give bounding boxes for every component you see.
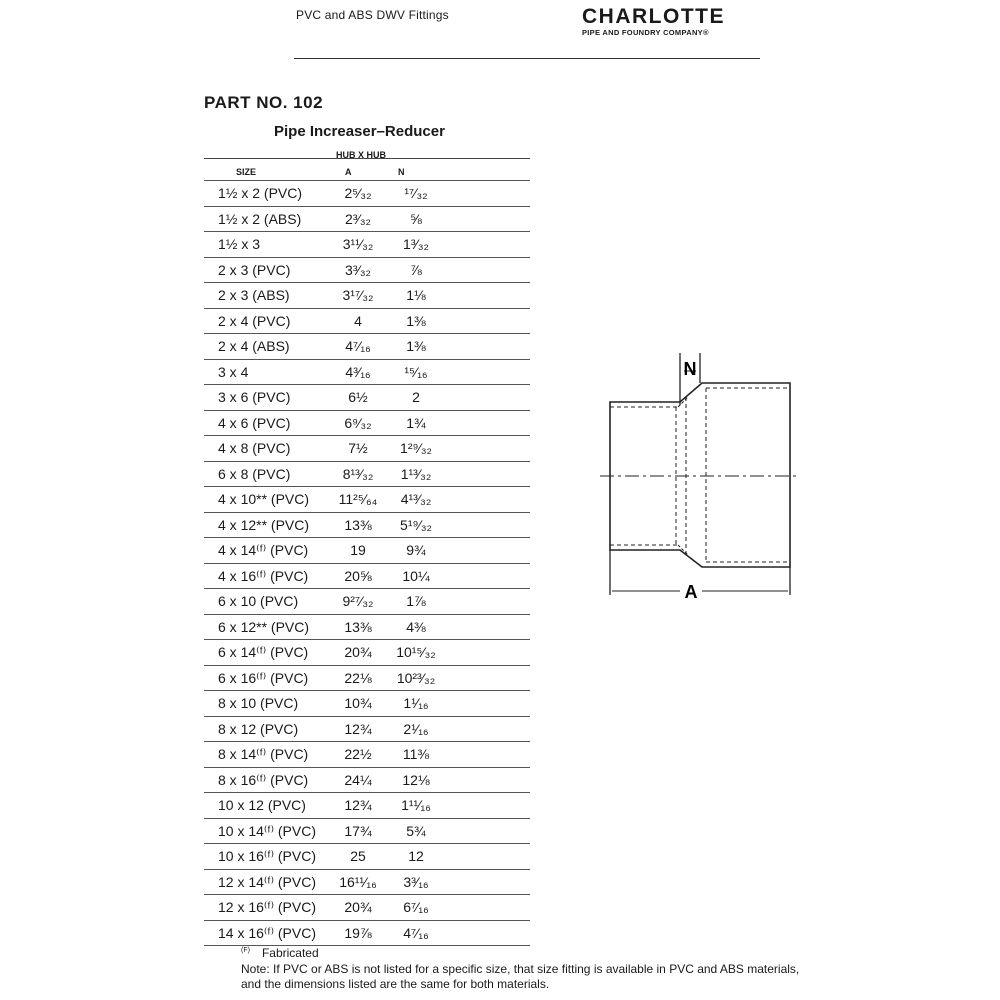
table-row: [204, 461, 530, 487]
size-cell: 8 x 12 (PVC): [218, 720, 299, 737]
n-cell: 5¾: [406, 822, 426, 839]
size-cell: 1½ x 2 (ABS): [218, 210, 302, 227]
size-cell: 4 x 16⁽ᶠ⁾ (PVC): [218, 567, 309, 584]
table-row: [204, 435, 530, 461]
n-cell: 4⁷⁄₁₆: [403, 924, 429, 941]
size-cell: 3 x 6 (PVC): [218, 389, 291, 405]
size-cell: 14 x 16⁽ᶠ⁾ (PVC): [218, 924, 317, 941]
n-cell: 1²⁹⁄₃₂: [400, 440, 432, 456]
table-row: [204, 741, 530, 767]
column-header-a: A: [345, 167, 352, 177]
fitting-outline: [610, 383, 790, 567]
table-row: [204, 333, 530, 359]
footnote: [241, 946, 319, 960]
n-cell: 5¹⁹⁄₃₂: [400, 516, 432, 533]
a-cell: 12¾: [344, 797, 372, 813]
a-cell: 19⅞: [344, 924, 372, 941]
table-row: [204, 894, 530, 920]
table-row: [204, 486, 530, 512]
a-cell: 4⁷⁄₁₆: [345, 338, 371, 354]
size-cell: 4 x 14⁽ᶠ⁾ (PVC): [218, 542, 309, 558]
size-cell: 12 x 14⁽ᶠ⁾ (PVC): [218, 873, 317, 890]
header-title: PVC and ABS DWV Fittings: [296, 8, 449, 22]
size-cell: 2 x 3 (PVC): [218, 261, 291, 278]
a-cell: 3¹¹⁄₃₂: [342, 236, 374, 252]
a-cell: 6½: [348, 389, 368, 405]
n-cell: 1³⁄₃₂: [403, 236, 429, 252]
a-cell: 9²⁷⁄₃₂: [342, 593, 374, 609]
n-cell: 6⁷⁄₁₆: [403, 899, 429, 915]
a-cell: 20¾: [344, 899, 372, 915]
n-cell: 1¹³⁄₃₂: [400, 465, 432, 482]
table-row: [204, 512, 530, 538]
company-logo: [582, 6, 725, 37]
n-cell: 1¹¹⁄₁₆: [401, 797, 431, 813]
hub-header: HUB X HUB: [336, 150, 387, 160]
n-cell: 1⅛: [406, 287, 426, 303]
table-row: [204, 818, 530, 844]
logo-subtitle: PIPE AND FOUNDRY COMPANY®: [582, 28, 709, 37]
table-row: [204, 257, 530, 283]
size-cell: 4 x 12** (PVC): [218, 516, 310, 533]
header-divider: [294, 58, 760, 59]
table-title: Pipe Increaser–Reducer: [274, 123, 445, 140]
size-cell: 10 x 12 (PVC): [218, 797, 306, 813]
a-cell: 19: [350, 542, 366, 558]
n-cell: 10²³⁄₃₂: [396, 669, 436, 686]
n-cell: 1⅞: [406, 593, 426, 609]
table-row: [204, 690, 530, 716]
label-a: A: [684, 582, 698, 602]
table-row: [204, 920, 530, 947]
a-cell: 8¹³⁄₃₂: [342, 465, 374, 482]
dimensions-table: [204, 180, 530, 946]
footnote-text: Fabricated: [261, 946, 319, 960]
n-cell: 1⅜: [406, 338, 426, 354]
n-cell: 1⅜: [406, 312, 426, 329]
n-cell: 4⅜: [406, 618, 426, 635]
table-row: [204, 792, 530, 818]
a-cell: 20⅝: [344, 567, 372, 584]
size-cell: 3 x 4: [218, 363, 249, 380]
a-cell: 13⅜: [344, 618, 372, 635]
a-cell: 2⁵⁄₃₂: [344, 185, 372, 201]
table-row: [204, 308, 530, 334]
size-cell: 4 x 6 (PVC): [218, 414, 291, 431]
a-cell: 12¾: [344, 720, 372, 737]
a-cell: 10¾: [344, 695, 372, 711]
n-cell: ¹⁷⁄₃₂: [404, 185, 428, 201]
fitting-diagram: [600, 345, 800, 610]
table-row: [204, 563, 530, 589]
size-cell: 6 x 10 (PVC): [218, 593, 299, 609]
a-cell: 20¾: [344, 644, 372, 660]
table-row: [204, 231, 530, 257]
a-cell: 2³⁄₃₂: [345, 210, 371, 227]
n-cell: 4¹³⁄₃₂: [400, 491, 432, 507]
size-cell: 1½ x 2 (PVC): [218, 185, 303, 201]
n-cell: ¹⁵⁄₁₆: [404, 363, 428, 380]
n-cell: 12: [408, 848, 424, 864]
size-cell: 6 x 16⁽ᶠ⁾ (PVC): [218, 669, 309, 686]
table-row: [204, 614, 530, 640]
increaser-reducer-drawing: [600, 345, 800, 605]
footnote-marker: (F): [241, 947, 250, 954]
table-row: [204, 639, 530, 665]
size-cell: 12 x 16⁽ᶠ⁾ (PVC): [218, 899, 317, 915]
table-row: [204, 206, 530, 232]
a-cell: 22½: [344, 746, 372, 762]
a-cell: 13⅜: [344, 516, 372, 533]
n-cell: 9¾: [406, 542, 426, 558]
column-header-size: SIZE: [236, 167, 257, 177]
table-row: [204, 843, 530, 869]
size-cell: 4 x 10** (PVC): [218, 491, 310, 507]
table-row: [204, 716, 530, 742]
size-cell: 2 x 4 (ABS): [218, 338, 290, 354]
size-cell: 6 x 8 (PVC): [218, 465, 291, 482]
size-cell: 8 x 16⁽ᶠ⁾ (PVC): [218, 771, 309, 788]
n-cell: ⅞: [410, 261, 422, 278]
size-cell: 1½ x 3: [218, 236, 261, 252]
materials-note: Note: If PVC or ABS is not listed for a specific size, that size fitting is available in PVC and ABS materials, and the dimensions listed are the same for both materials.: [241, 962, 800, 991]
a-cell: 7½: [348, 440, 368, 456]
table-row: [204, 588, 530, 614]
a-cell: 11²⁵⁄₆₄: [338, 491, 378, 507]
part-number: PART NO. 102: [204, 93, 324, 112]
n-cell: 2¹⁄₁₆: [403, 720, 429, 737]
a-cell: 25: [350, 848, 366, 864]
table-row: [204, 359, 530, 385]
size-cell: 2 x 4 (PVC): [218, 312, 291, 329]
a-cell: 6⁹⁄₃₂: [344, 414, 372, 431]
table-row: [204, 537, 530, 563]
table-row: [204, 767, 530, 793]
table-row: [204, 665, 530, 691]
a-cell: 3¹⁷⁄₃₂: [342, 287, 374, 303]
size-cell: 6 x 14⁽ᶠ⁾ (PVC): [218, 644, 309, 660]
n-cell: 3³⁄₁₆: [403, 873, 429, 890]
size-cell: 10 x 14⁽ᶠ⁾ (PVC): [218, 822, 317, 839]
size-cell: 8 x 10 (PVC): [218, 695, 299, 711]
a-cell: 17¾: [344, 822, 372, 839]
n-cell: 10¹⁵⁄₃₂: [396, 644, 436, 660]
table-row: [204, 384, 530, 410]
n-cell: 11⅜: [402, 746, 430, 762]
size-cell: 4 x 8 (PVC): [218, 440, 291, 456]
a-cell: 22⅛: [344, 669, 372, 686]
n-cell: 12⅛: [402, 771, 430, 788]
a-cell: 4: [354, 312, 362, 329]
table-row: [204, 282, 530, 308]
size-cell: 8 x 14⁽ᶠ⁾ (PVC): [218, 746, 309, 762]
n-cell: 10¼: [402, 567, 430, 584]
size-cell: 6 x 12** (PVC): [218, 618, 310, 635]
n-cell: 2: [412, 389, 420, 405]
logo-wordmark: CHARLOTTE: [582, 5, 725, 28]
n-cell: ⅝: [410, 210, 422, 227]
n-cell: 1¾: [406, 414, 426, 431]
a-cell: 16¹¹⁄₁₆: [339, 873, 377, 890]
a-cell: 3³⁄₃₂: [345, 261, 371, 278]
table-row: [204, 180, 530, 206]
size-cell: 2 x 3 (ABS): [218, 287, 290, 303]
column-header-n: N: [398, 167, 405, 177]
a-cell: 4³⁄₁₆: [345, 363, 371, 380]
size-cell: 10 x 16⁽ᶠ⁾ (PVC): [218, 848, 317, 864]
table-row: [204, 410, 530, 436]
table-row: [204, 869, 530, 895]
label-n: N: [683, 359, 697, 379]
a-cell: 24¼: [344, 771, 372, 788]
n-cell: 1¹⁄₁₆: [403, 695, 429, 711]
